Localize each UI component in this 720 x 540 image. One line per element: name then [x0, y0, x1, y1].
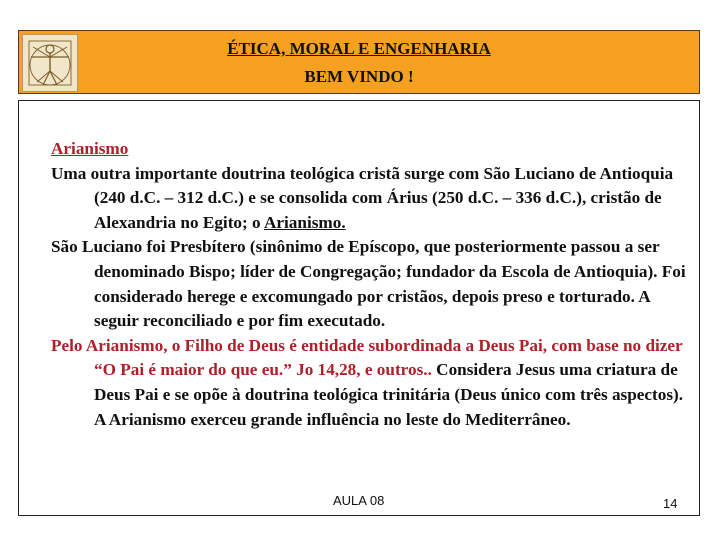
footer-label: AULA 08: [333, 493, 385, 508]
paragraph-3-red: Pelo Arianismo, o Filho de Deus é entidade subordinada a Deus Pai, com base no dizer “O Pai é maior do que eu.” Jo 14,28, e outros..: [51, 335, 683, 380]
section-heading: Arianismo: [51, 139, 129, 158]
page-subtitle: BEM VINDO !: [304, 67, 414, 86]
paragraph-2: São Luciano foi Presbítero (sinônimo de Epíscopo, que posteriormente passou a ser denominado Bispo; líder de Congregação; fundador da Escola de Antioquia). Foi considerado herege e excomungado por cristãos, depois preso e torturado. A seguir reconciliado e por fim executado.: [51, 237, 686, 331]
paragraph-1: [51, 162, 691, 236]
page-number: 14: [663, 496, 678, 511]
paragraph-3: [51, 334, 691, 432]
slide-body: [51, 137, 691, 432]
page-title: ÉTICA, MORAL E ENGENHARIA: [227, 39, 491, 58]
content-panel: [18, 100, 700, 516]
paragraph-1-text: Uma outra importante doutrina teológica cristã surge com São Luciano de Antioquia (240 d.C. – 312 d.C.) e se consolida com Árius (250 d.C. – 336 d.C.), cristão de Alexandria no Egito; o: [51, 163, 674, 232]
arianismo-link: Arianismo.: [263, 212, 346, 232]
header-banner: [18, 30, 700, 94]
paragraph-3-rest: Considera Jesus uma criatura de Deus Pai e se opõe à doutrina teológica trinitária (Deus único com três aspectos). A Arianismo exerceu grande influência no leste do Mediterrâneo.: [94, 360, 684, 429]
